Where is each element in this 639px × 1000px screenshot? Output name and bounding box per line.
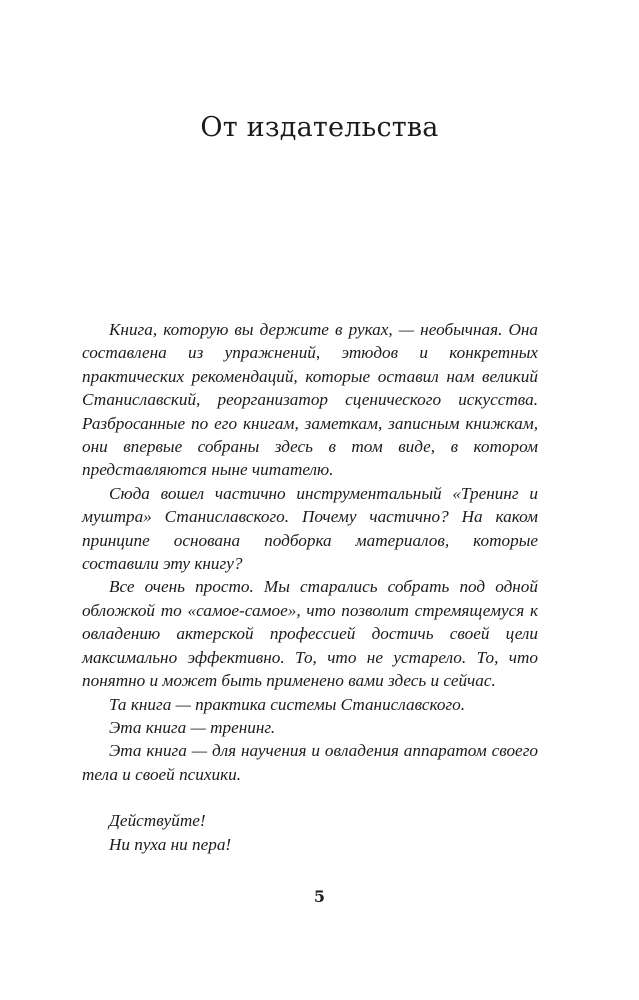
closing-line-2: Ни пуха ни пера! [109,834,232,854]
foreword-body [82,318,538,856]
paragraph-4: Та книга — практика системы Станиславского. [109,694,466,714]
page-title: От издательства [200,112,439,143]
closing-line-1: Действуйте! [109,811,206,831]
paragraph-6: Эта книга — для научения и овладения аппаратом своего тела и своей психики. [82,741,538,784]
closing-lines [82,809,538,856]
paragraph-1: Книга, которую вы держите в руках, — необычная. Она составлена из упражнений, этюдов и конкретных практических рекомендаций, которые оставил нам великий Станиславский, реорганизатор сценического искусства. Разбросанные по его книгам, заметкам, записным книжкам, они впервые собраны здесь в том виде, в котором представляются ныне читателю. [82,320,538,480]
paragraph-5: Эта книга — тренинг. [109,717,276,737]
paragraph-3: Все очень просто. Мы старались собрать под одной обложкой то «самое-самое», что позволит стремящемуся к овладению актерской профессией достичь своей цели максимально эффективно. То, что не устарело. То, что понятно и может быть применено вами здесь и сейчас. [82,577,538,691]
paragraph-2: Сюда вошел частично инструментальный «Тренинг и муштра» Станиславского. Почему частично? На каком принципе основана подборка материалов, которые составили эту книгу? [82,483,538,574]
page-number: 5 [313,887,326,906]
